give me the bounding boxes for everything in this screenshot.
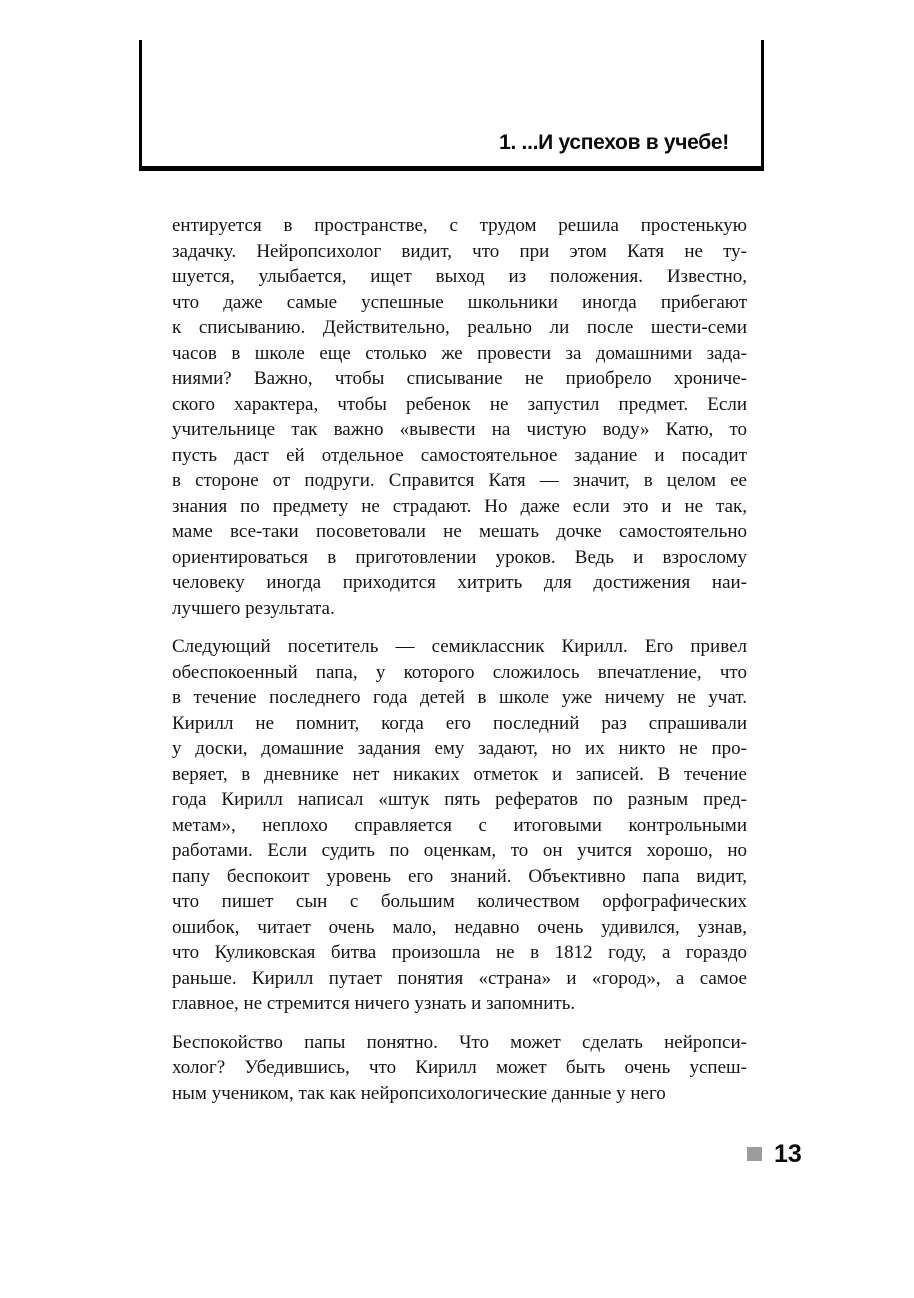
text-line: знания по предмету не страдают. Но даже если это и не так, [172, 495, 747, 517]
chapter-title: 1. ...И успехов в учебе! [499, 131, 729, 154]
text-line: ным учеником, так как нейропсихологические данные у него [172, 1082, 666, 1104]
text-line: главное, не стремится ничего узнать и запомнить. [172, 993, 576, 1014]
footer-marker-square [747, 1147, 762, 1161]
text-line: что пишет сын с большим количеством орфографических [172, 891, 747, 912]
text-line: шуется, улыбается, ищет выход из положения. Известно, [172, 266, 747, 287]
text-line: ниями? Важно, чтобы списывание не приобрело хрониче- [172, 368, 747, 389]
text-line: метам», неплохо справляется с итоговыми контрольными [172, 814, 747, 836]
text-line: у доски, домашние задания ему задают, но их никто не про- [172, 738, 747, 759]
text-line: задачку. Нейропсихолог видит, что при этом Катя не ту- [172, 240, 747, 262]
text-line: ошибок, читает очень мало, недавно очень удивился, узнав, [172, 916, 747, 938]
text-line: в стороне от подруги. Справится Катя — значит, в целом ее [172, 470, 747, 491]
text-line: Беспокойство папы понятно. Что может сделать нейропси- [172, 1031, 747, 1053]
text-line: человеку иногда приходится хитрить для достижения наи- [172, 572, 747, 593]
text-line: года Кирилл написал «штук пять рефератов по разным пред- [172, 789, 747, 810]
text-line: пусть даст ей отдельное самостоятельное задание и посадит [172, 444, 747, 466]
text-line: к списыванию. Действительно, реально ли после шести-семи [172, 317, 747, 338]
text-line: Следующий посетитель — семиклассник Кирилл. Его привел [172, 636, 747, 657]
page-body [172, 213, 747, 1119]
text-line: веряет, в дневнике нет никаких отметок и записей. В течение [172, 763, 747, 785]
text-line: Кирилл не помнит, когда его последний раз спрашивали [172, 712, 747, 734]
text-line: ориентироваться в приготовлении уроков. Ведь и взрослому [172, 546, 747, 568]
page-number: 13 [774, 1140, 802, 1168]
text-line: работами. Если судить по оценкам, то он учится хорошо, но [172, 840, 747, 861]
text-line: лучшего результата. [172, 597, 335, 619]
text-line: обеспокоенный папа, у которого сложилось впечатление, что [172, 661, 747, 683]
text-line: что даже самые успешные школьники иногда прибегают [172, 291, 747, 313]
paragraph [172, 634, 747, 1017]
text-line: ского характера, чтобы ребенок не запустил предмет. Если [172, 393, 747, 415]
text-line: папу беспокоит уровень его знаний. Объективно папа видит, [172, 865, 747, 887]
text-line: учительнице так важно «вывести на чистую воду» Катю, то [172, 419, 747, 440]
paragraph [172, 1030, 747, 1107]
text-line: что Куликовская битва произошла не в 1812 году, а гораздо [172, 942, 747, 963]
paragraph [172, 213, 747, 621]
text-line: маме все-таки посоветовали не мешать дочке самостоятельно [172, 521, 747, 542]
text-line: холог? Убедившись, что Кирилл может быть очень успеш- [172, 1057, 747, 1078]
text-line: раньше. Кирилл путает понятия «страна» и «город», а самое [172, 967, 747, 989]
text-line: в течение последнего года детей в школе уже ничему не учат. [172, 687, 747, 708]
chapter-header-box [139, 40, 764, 171]
text-line: часов в школе еще столько же провести за домашними зада- [172, 342, 747, 364]
text-line: ентируется в пространстве, с трудом решила простенькую [172, 215, 747, 236]
